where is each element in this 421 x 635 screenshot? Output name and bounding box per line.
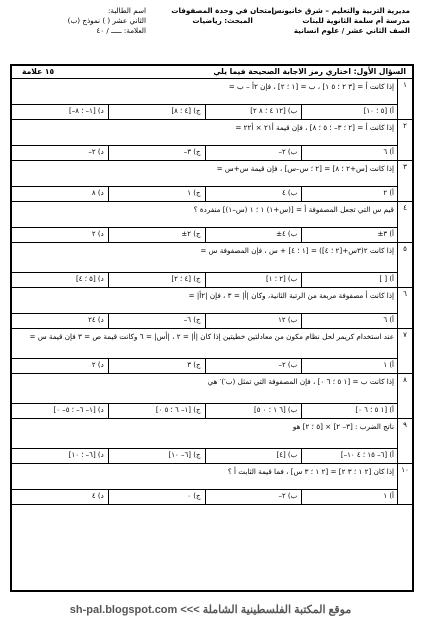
question-row (12, 79, 412, 120)
answer-option[interactable]: أ) ٢ (301, 187, 398, 201)
answer-option[interactable]: ج) [٦– ١٠] (108, 449, 205, 463)
question-row (12, 120, 412, 161)
answer-option[interactable]: أ) ٦ (301, 314, 398, 328)
answer-option[interactable]: ج) [١– ٦ ؛ ٥ ٠] (108, 404, 205, 418)
answer-option[interactable]: ج) ٣– (108, 146, 205, 160)
question-number: ١ (397, 79, 412, 119)
question-number: ٢ (397, 120, 412, 160)
question-stem: عند استخدام كريمر لحل نظام مكون من معادلتين خطيتين إذا كان |أ| = ٢ ، |أس| = ٦ وكانت قيمة ص = ٣ فإن قيمة س = (29, 332, 394, 341)
section-title-text: السؤال الأول: اختاري رمز الاجابة الصحيحة فيما يلي (213, 67, 406, 76)
answer-option[interactable]: د) ٢ (91, 230, 104, 238)
answer-option[interactable]: د) [١– ؛ ٨–] (68, 107, 104, 115)
answer-option[interactable]: ب) ٤ (205, 187, 302, 201)
exam-info (171, 6, 274, 26)
question-stem: إذا كان [٢ ١ ؛ ٣ ٢] = [٢ ١ ؛ ٣ س] ، فما قيمة الثابت أ ؟ (227, 467, 394, 476)
grade-label: الثاني عشر ( ) نموذج (ب) (67, 16, 146, 25)
answer-option[interactable]: أ) ١ (301, 490, 398, 504)
question-number: ٤ (397, 202, 412, 242)
answer-option[interactable]: د) ٢– (88, 148, 104, 156)
class-name: الصف الثاني عشر / علوم انسانية (293, 26, 410, 35)
school-name: مدرسة أم سلمة الثانوية للبنات (302, 16, 410, 25)
question-number: ٧ (397, 329, 412, 373)
questions-frame (10, 64, 414, 592)
answer-options (12, 227, 398, 242)
mark-label: العلامة: ـــــ / ٤٠ (96, 26, 146, 35)
answer-options (12, 186, 398, 201)
exam-header (6, 4, 416, 64)
answer-option[interactable]: أ) [ ] (301, 273, 398, 287)
answer-option[interactable]: د) ٢ (91, 361, 104, 369)
question-row (12, 419, 412, 464)
answer-option[interactable]: ب) [١٢ ٤ ؛ ٨ ٢] (205, 105, 302, 119)
question-row (12, 464, 412, 505)
question-stem: قيم س التي تجعل المصفوفة أ = [(س+١) ١ ؛ ١ (س–١)] منفردة ؟ (193, 205, 394, 214)
question-stem: إذا كانت ب = [١ ٥ ؛ ٦ ٠] ، فإن المصفوفة التي تمثل (ب′)′ هي (207, 377, 394, 386)
answer-option[interactable]: ب) [٤] (205, 449, 302, 463)
answer-options (12, 448, 398, 463)
answer-option[interactable]: ب) ٢– (205, 146, 302, 160)
exam-title: امتحان في وحدة المصفوفات (171, 6, 274, 15)
directorate: مديرية التربية والتعليم – شرق خانيونس (271, 6, 410, 15)
answer-option[interactable]: أ) [٦– ١٥ ؛ ٤ ١٠–] (301, 449, 398, 463)
answer-option[interactable]: ج) ٠ (108, 490, 205, 504)
question-list (12, 79, 412, 505)
question-row (12, 202, 412, 243)
question-number: ٦ (397, 288, 412, 328)
question-stem: إذا كانت [س+٢ ؛ ٨] = [٢ ؛ س–س] ، فإن قيمة س+س = (216, 164, 394, 173)
footer-credit: sh-pal.blogspot.com <<< موقع المكتبة الفلسطينية الشاملة (69, 604, 352, 616)
answer-option[interactable]: د) ٤ (91, 492, 104, 500)
question-row (12, 288, 412, 329)
answer-option[interactable]: أ) [٥ ؛ ١٠] (301, 105, 398, 119)
question-row (12, 329, 412, 374)
question-number: ٥ (397, 243, 412, 287)
answer-option[interactable]: ب) [٢ ؛ ١] (205, 273, 302, 287)
answer-option[interactable]: ب) ٤± (205, 228, 302, 242)
answer-option[interactable]: ج) ٢± (108, 228, 205, 242)
question-row (12, 374, 412, 419)
question-number: ٨ (397, 374, 412, 418)
answer-options (12, 272, 398, 287)
answer-option[interactable]: ب) ١٢ (205, 314, 302, 328)
question-number: ٩ (397, 419, 412, 463)
answer-option[interactable]: ب) [٦ ١ ؛ ٠ ٥] (205, 404, 302, 418)
answer-options (12, 145, 398, 160)
question-stem: ناتج الضرب : [٣– ٢] × [٥ ؛ ٢] هو (292, 422, 394, 431)
answer-option[interactable]: د) [٦– ؛ ١٠] (68, 451, 104, 459)
exam-paper (6, 4, 416, 592)
section-title (12, 66, 412, 79)
question-row (12, 161, 412, 202)
answer-option[interactable]: ج) [٤ ؛ ٢] (108, 273, 205, 287)
school-info (272, 6, 410, 36)
student-info (68, 6, 146, 36)
answer-option[interactable]: ج) ٦– (108, 314, 205, 328)
answer-option[interactable]: د) [١– ٦– ؛ ٥– ٠] (53, 406, 104, 414)
answer-options (12, 104, 398, 119)
question-stem: إذا كانت أ = [٢ ؛ ٣– ؛ ٥ ؛ ٨] ، فإن قيمة أ٢١ × أ٢٢ = (235, 123, 394, 132)
answer-option[interactable]: ج) ٣ (108, 359, 205, 373)
answer-option[interactable]: أ) ١ (301, 359, 398, 373)
question-stem: إذا كانت أ = [٣ ٢ ؛ ٥ ١] ، ب = [١ ؛ ٢] ، فإن ٢أ – ب = (228, 82, 394, 91)
answer-option[interactable]: ج) [٤ ؛ ٨] (108, 105, 205, 119)
answer-options (12, 313, 398, 328)
answer-options (12, 358, 398, 373)
question-number: ١٠ (397, 464, 412, 504)
answer-option[interactable]: ب) ٢– (205, 359, 302, 373)
answer-option[interactable]: أ) ٦ (301, 146, 398, 160)
question-row (12, 243, 412, 288)
question-stem: إذا كانت أ مصفوفة مربعة من الرتبة الثانية، وكان |أ| = ٣ ، فإن |٢أ| = (188, 291, 394, 300)
question-stem: إذا كانت ٢(٣س+[٢ ؛ ٤]) = [١ ؛ ٤] + س ، فإن المصفوفة س = (200, 246, 394, 255)
student-name-label: اسم الطالبة: (108, 6, 146, 15)
answer-option[interactable]: ج) ١ (108, 187, 205, 201)
answer-option[interactable]: د) ٢٤ (88, 316, 104, 324)
section-marks: ١٥ علامة (22, 67, 55, 76)
answer-option[interactable]: د) ٨ (91, 189, 104, 197)
answer-option[interactable]: أ) [١ ٥ ؛ ٦ ٠] (301, 404, 398, 418)
answer-options (12, 403, 398, 418)
subject: المبحث: رياضيات (192, 16, 253, 25)
answer-option[interactable]: ب) ٢– (205, 490, 302, 504)
question-number: ٣ (397, 161, 412, 201)
answer-option[interactable]: أ) ٣± (301, 228, 398, 242)
answer-options (12, 489, 398, 504)
answer-option[interactable]: د) [٥ ؛ ٤] (75, 275, 104, 283)
